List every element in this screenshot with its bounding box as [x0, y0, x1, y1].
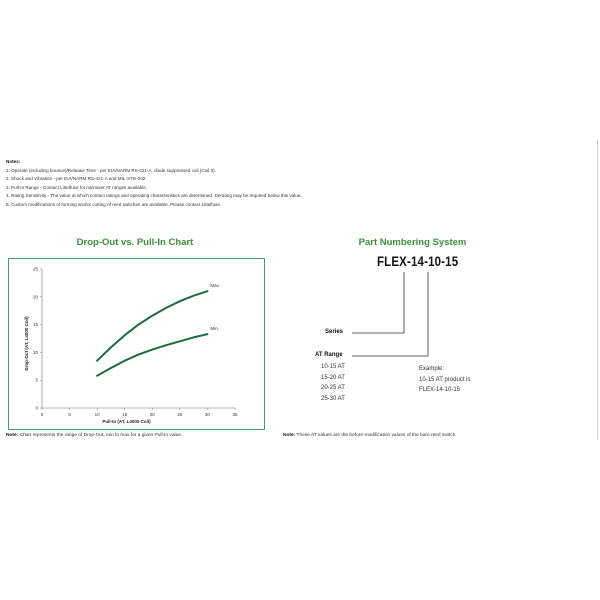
- y-tick-label: 25: [32, 266, 38, 272]
- y-tick-label: 10: [32, 349, 38, 355]
- example-line: Example:: [419, 366, 445, 372]
- y-tick-label: 20: [32, 294, 38, 300]
- at-range-list: [321, 362, 345, 404]
- at-range-item: 20-25 AT: [321, 385, 345, 391]
- y-tick-label: 15: [32, 322, 38, 328]
- chart-frame: [8, 258, 265, 430]
- x-tick-label: 10: [94, 412, 100, 417]
- pn-note-text: These AT values are the before-modification values of the bare reed switch.: [295, 433, 457, 438]
- x-tick-label: 25: [177, 412, 183, 417]
- example-line: 10-15 AT product is: [419, 376, 471, 383]
- note-item: 1. Operate (including bounce)/Release Time - per EIA/NARM RS-421-A, diode suppressed coil (Coil II).: [6, 167, 216, 173]
- note-item: 3. Pull-In Range - Contact Littelfuse for narrower AT ranges available.: [6, 184, 148, 190]
- x-tick-label: 20: [149, 412, 155, 417]
- series-label: Max.: [210, 283, 221, 289]
- example-line: FLEX-14-10-15: [419, 387, 461, 393]
- example-text: [419, 364, 470, 396]
- part-number-connector-lines: [340, 270, 450, 360]
- x-tick-label: 0: [40, 412, 44, 417]
- pn-note-label: Note:: [283, 433, 296, 438]
- chart-note-text: Chart represents the range of Drop-Out, min to max for a given Pull-In value.: [18, 433, 183, 438]
- chart-title: Drop-Out vs. Pull-In Chart: [76, 237, 194, 248]
- at-range-item: 10-15 AT: [321, 364, 345, 370]
- y-tick-label: 5: [35, 377, 38, 383]
- drop-out-pull-in-chart: [9, 259, 264, 429]
- y-tick-label: 0: [35, 405, 38, 411]
- series-line-min: [97, 334, 207, 376]
- part-numbering-note: [283, 433, 457, 438]
- notes-section: [6, 158, 406, 210]
- page-edge-divider: [597, 140, 598, 440]
- chart-note-label: Note:: [6, 433, 19, 438]
- x-tick-label: 5: [68, 412, 71, 417]
- series-label: Min.: [210, 326, 219, 332]
- x-axis-label: Pull-In (AT, L4000 Coil): [102, 419, 151, 424]
- x-tick-label: 30: [204, 412, 210, 417]
- at-range-item: 15-20 AT: [321, 374, 345, 381]
- at-range-label: AT Range: [315, 352, 343, 358]
- series-label: Series: [325, 329, 344, 335]
- note-item: 2. Shock and Vibration - per EIA/NARM RS-421-A and MIL-STD-202.: [6, 176, 147, 182]
- y-axis-label: Drop-Out (AT, L4000 Coil): [24, 316, 29, 371]
- notes-heading: Notes:: [6, 159, 21, 164]
- note-item: 4. Rating Sensitivity - The value at which contact ratings and operating characteristics are determined. Derating may be required below this value.: [6, 193, 302, 199]
- part-number-code: FLEX-14-10-15: [377, 253, 459, 269]
- x-tick-label: 35: [232, 412, 238, 417]
- x-tick-label: 15: [122, 412, 128, 417]
- at-range-item: 25-30 AT: [321, 395, 345, 402]
- chart-note: [6, 433, 182, 438]
- note-item: 5. Custom modifications of forming and/or cutting of reed switches are available. Please contact Littelfuse.: [6, 201, 222, 207]
- part-numbering-title: Part Numbering System: [358, 237, 467, 248]
